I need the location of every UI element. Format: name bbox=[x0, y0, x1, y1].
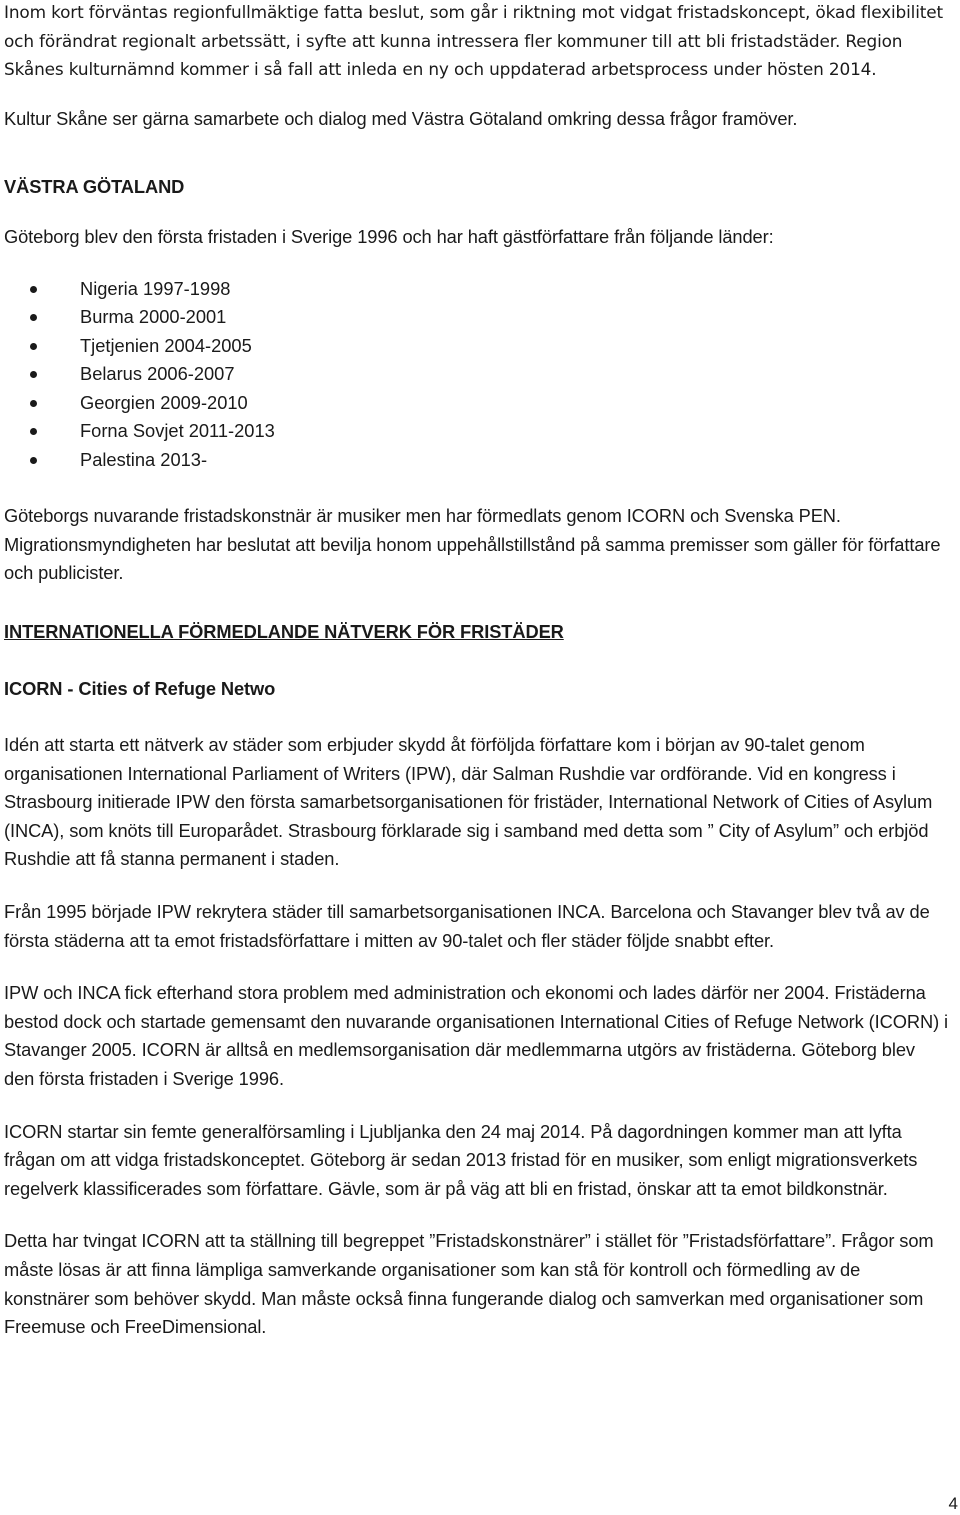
list-item: Palestina 2013- bbox=[80, 446, 949, 475]
list-item: Nigeria 1997-1998 bbox=[80, 275, 949, 304]
bullet-icon bbox=[30, 286, 37, 293]
page-number: 4 bbox=[948, 1494, 958, 1513]
guest-country-list bbox=[4, 275, 949, 475]
bullet-icon bbox=[30, 343, 37, 350]
bullet-icon bbox=[30, 457, 37, 464]
section-heading-networks: INTERNATIONELLA FÖRMEDLANDE NÄTVERK FÖR FRISTÄDER bbox=[4, 620, 564, 642]
vastra-gotaland-intro: Göteborg blev den första fristaden i Sverige 1996 och har haft gästförfattare från följande länder: bbox=[4, 225, 774, 247]
network-paragraph-4: ICORN startar sin femte generalförsamling i Ljubljanka den 24 maj 2014. På dagordningen kommer man att lyfta frågan om att vidga fristadskonceptet. Göteborg är sedan 2013 fristad för en musiker, som enligt migrationsverkets regelverk klassificerades som författare. Gävle, som är på väg att bli en fristad, önskar att ta emot bildkonstnär. bbox=[4, 1120, 918, 1199]
bullet-icon bbox=[30, 428, 37, 435]
document-page bbox=[4, 0, 949, 1342]
list-item: Belarus 2006-2007 bbox=[80, 360, 949, 389]
bullet-icon bbox=[30, 371, 37, 378]
bullet-icon bbox=[30, 314, 37, 321]
list-item: Burma 2000-2001 bbox=[80, 303, 949, 332]
network-paragraph-2: Från 1995 började IPW rekrytera städer till samarbetsorganisationen INCA. Barcelona och Stavanger blev två av de första städerna att ta emot fristadsförfattare i mitten av 90-talet och fler städer följde snabbt efter. bbox=[4, 901, 930, 951]
icorn-heading: ICORN - Cities of Refuge Netwo bbox=[4, 678, 276, 700]
current-artist-paragraph: Göteborgs nuvarande fristadskonstnär är musiker men har förmedlats genom ICORN och Svenska PEN. Migrationsmyndigheten har beslutat att bevilja honom uppehållstillstånd på samma premisser som gäller för författare och publicister. bbox=[4, 505, 941, 584]
network-paragraph-1: Idén att starta ett nätverk av städer som erbjuder skydd åt förföljda författare kom i början av 90-talet genom organisationen International Parliament of Writers (IPW), där Salman Rushdie var ordförande. Vid en kongress i Strasbourg initierade IPW den första samarbetsorganisationen för fristäder, International Network of Cities of Asylum (INCA), som knöts till Europarådet. Strasbourg förklarade sig i samband med detta som ” City of Asylum” och erbjöd Rushdie att få stanna permanent i staden. bbox=[4, 734, 933, 870]
list-item: Tjetjenien 2004-2005 bbox=[80, 332, 949, 361]
list-item: Forna Sovjet 2011-2013 bbox=[80, 417, 949, 446]
network-paragraph-5: Detta har tvingat ICORN att ta ställning till begreppet ”Fristadskonstnärer” i stället för ”Fristadsförfattare”. Frågor som måste lösas är att finna lämpliga samverkande organisationer som kan stå för kontroll och förmedling av de konstnärer som behöver skydd. Man måste också finna fungerande dialog och samverkan med organisationer som Freemuse och FreeDimensional. bbox=[4, 1230, 934, 1338]
section-heading-vastra-gotaland: VÄSTRA GÖTALAND bbox=[4, 176, 185, 198]
intro-paragraph-1: Inom kort förväntas regionfullmäktige fatta beslut, som går i riktning mot vidgat fristadskoncept, ökad flexibilitet och förändrat regionalt arbetssätt, i syfte att kunna intressera fler kommuner till att bli fristadstäder. Region Skånes kulturnämnd kommer i så fall att inleda en ny och uppdaterad arbetsprocess under hösten 2014. bbox=[4, 2, 943, 80]
list-item: Georgien 2009-2010 bbox=[80, 389, 949, 418]
bullet-icon bbox=[30, 400, 37, 407]
intro-paragraph-2: Kultur Skåne ser gärna samarbete och dialog med Västra Götaland omkring dessa frågor framöver. bbox=[4, 107, 798, 129]
network-paragraph-3: IPW och INCA fick efterhand stora problem med administration och ekonomi och lades därför ner 2004. Fristäderna bestod dock och startade gemensamt den nuvarande organisationen International Cities of Refuge Network (ICORN) i Stavanger 2005. ICORN är alltså en medlemsorganisation där medlemmarna utgörs av fristäderna. Göteborg blev den första fristaden i Sverige 1996. bbox=[4, 982, 949, 1089]
